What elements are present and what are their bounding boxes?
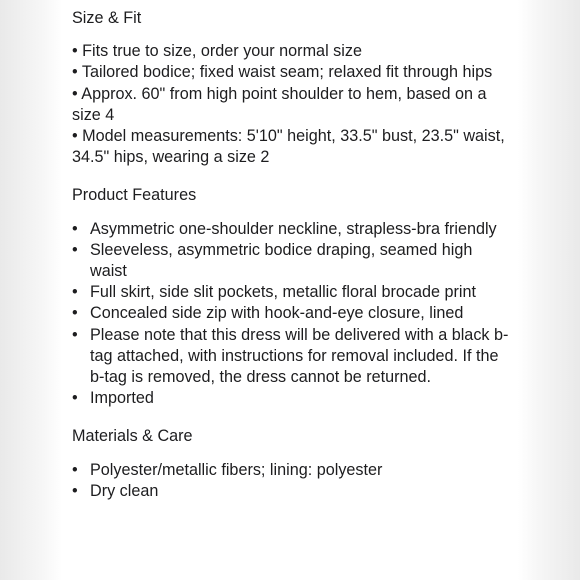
feature-text: Full skirt, side slit pockets, metallic floral brocade print: [90, 283, 476, 302]
feature-text: Concealed side zip with hook-and-eye closure, lined: [90, 304, 464, 323]
size-fit-item: • Approx. 60" from high point shoulder to hem, based on a size 4: [72, 84, 487, 124]
size-fit-item: • Model measurements: 5'10" height, 33.5" bust, 23.5" waist, 34.5" hips, wearing a size 2: [72, 127, 505, 167]
care-text: Dry clean: [90, 481, 159, 500]
bullet: •: [72, 389, 78, 408]
bullet: •: [72, 481, 78, 500]
size-fit-item: • Tailored bodice; fixed waist seam; relaxed fit through hips: [72, 63, 493, 82]
bullet: •: [72, 219, 78, 238]
materials-care-title: Materials & Care: [72, 427, 193, 446]
bullet: •: [72, 325, 78, 344]
product-features-title: Product Features: [72, 186, 197, 205]
feature-item: [72, 282, 512, 303]
left-edge-shadow: [0, 0, 62, 580]
product-details-content: [72, 8, 512, 502]
feature-item: [72, 303, 512, 324]
size-fit-list: [72, 41, 512, 168]
feature-item: [72, 240, 512, 282]
care-text: Polyester/metallic fibers; lining: polyester: [90, 460, 383, 479]
right-edge-shadow: [518, 0, 580, 580]
feature-text: Sleeveless, asymmetric bodice draping, seamed high waist: [90, 240, 473, 281]
bullet: •: [72, 304, 78, 323]
bullet: •: [72, 240, 78, 259]
feature-item: [72, 219, 512, 240]
materials-care-list: [72, 460, 512, 502]
size-fit-title: Size & Fit: [72, 9, 142, 27]
feature-text: Asymmetric one-shoulder neckline, strapless-bra friendly: [90, 219, 497, 238]
bullet: •: [72, 460, 78, 479]
care-item: [72, 460, 512, 481]
product-features-list: [72, 219, 512, 410]
feature-item: [72, 325, 512, 389]
feature-item: [72, 388, 512, 409]
size-fit-item: • Fits true to size, order your normal size: [72, 42, 362, 61]
feature-text: Please note that this dress will be delivered with a black b-tag attached, with instructions for removal included. If the b-tag is removed, the dress cannot be returned.: [90, 325, 509, 387]
bullet: •: [72, 283, 78, 302]
care-item: [72, 481, 512, 502]
feature-text: Imported: [90, 389, 154, 408]
